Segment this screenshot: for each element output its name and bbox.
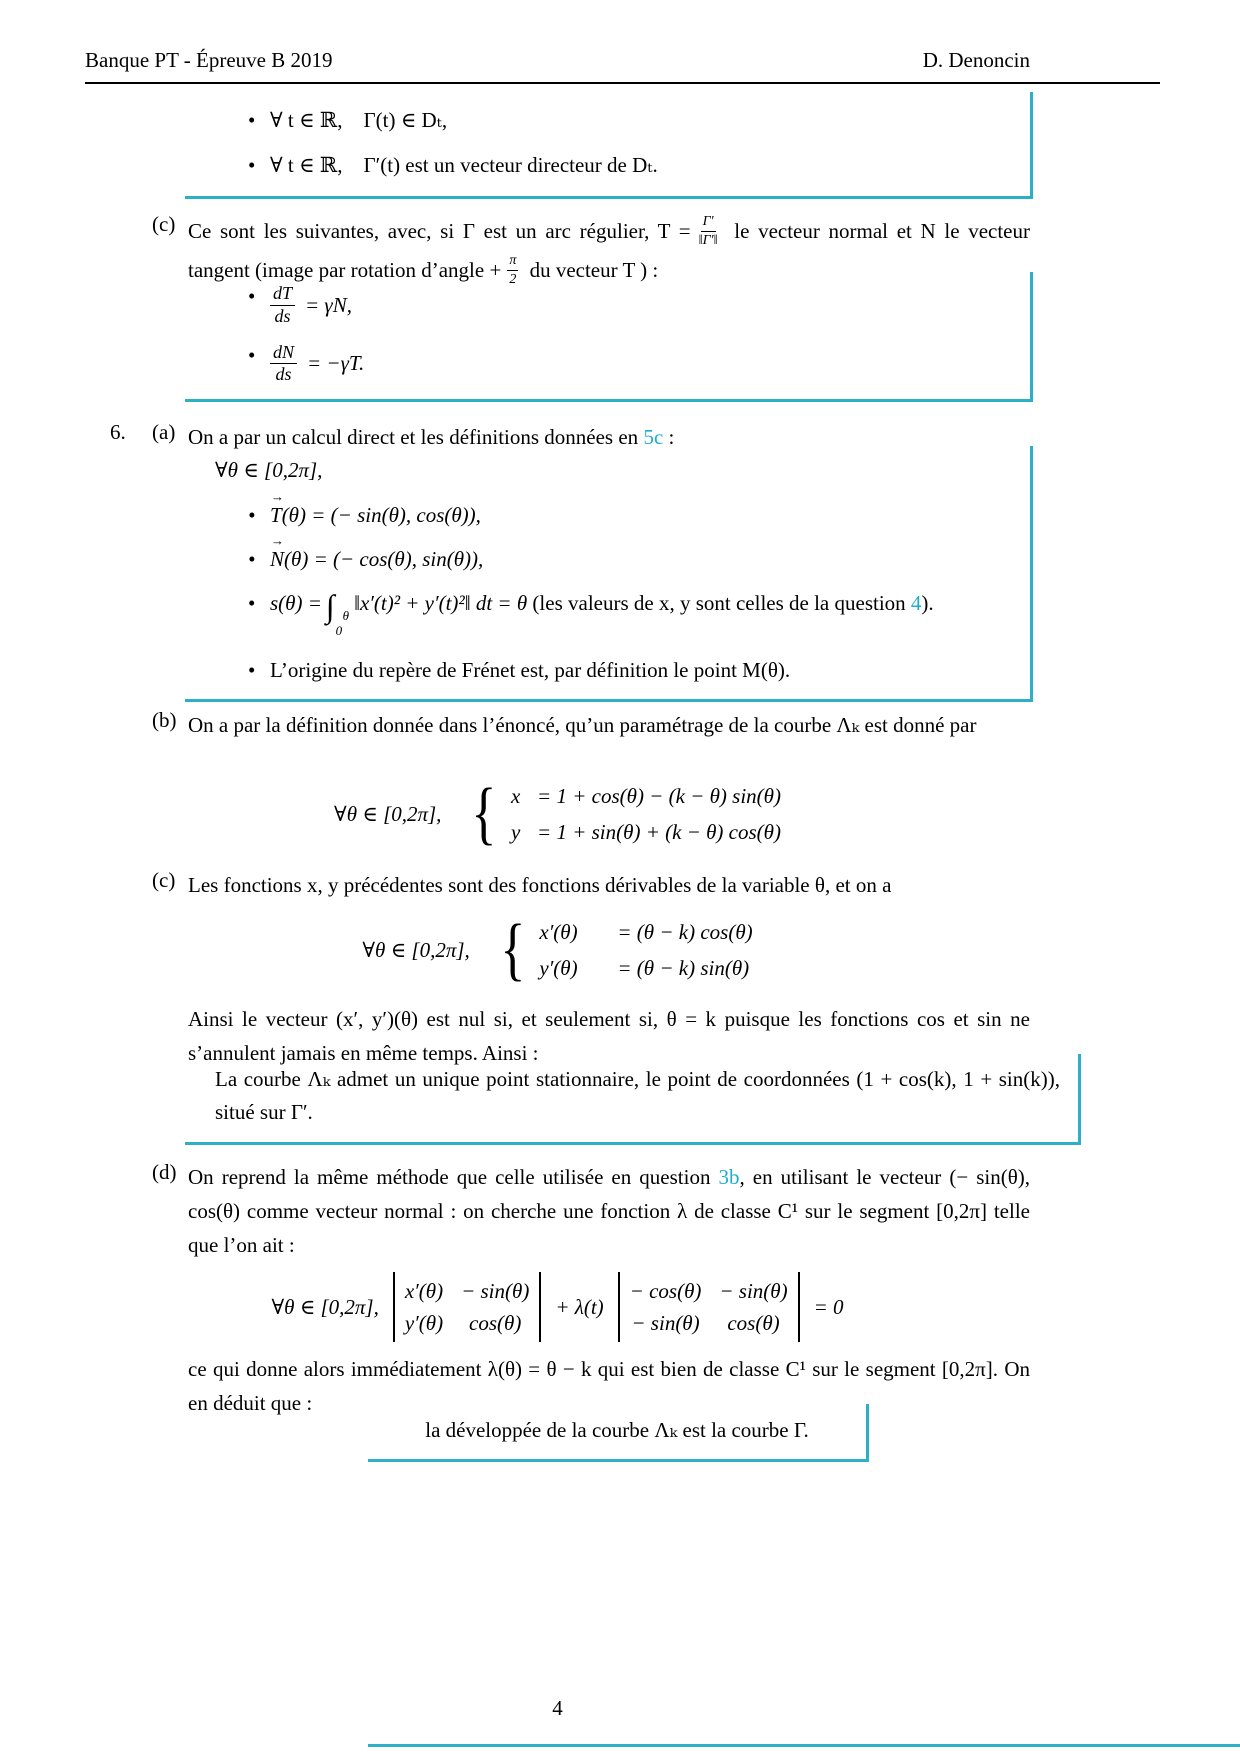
fraction-denominator: ds: [274, 305, 291, 326]
det-cell: − sin(θ): [461, 1279, 530, 1303]
item-c-label: (c): [152, 212, 176, 236]
item-c-text-1: Ce sont les suivantes, avec, si Γ est un arc régulier, T =: [188, 219, 691, 243]
lambda-term: + λ(t): [555, 1294, 604, 1319]
case-rhs: = 1 + sin(θ) + (k − θ) cos(θ): [537, 820, 781, 844]
vector-T-with-arrow-icon: → T: [270, 503, 282, 528]
determinant-equation: [85, 1272, 1030, 1342]
case-rhs: = (θ − k) cos(θ): [617, 920, 753, 944]
question-ref-5c-link[interactable]: 5c: [643, 425, 664, 449]
item-d-text: [188, 1160, 1030, 1262]
equation-rhs: = γN,: [305, 292, 352, 317]
det-cell: − sin(θ): [719, 1279, 788, 1303]
fraction-gamma-prime-norm: [697, 213, 720, 249]
item-6a-text-1: On a par un calcul direct et les définitions données en: [188, 425, 644, 449]
item-c2-text: Les fonctions x, y précédentes sont des fonctions dérivables de la variable θ, et on a: [188, 873, 892, 897]
determinant-1: [393, 1272, 541, 1342]
arc-length-lhs: s(θ) =: [270, 591, 322, 615]
case-row-x-prime: [539, 914, 752, 950]
result-box-frenet-formulas: [185, 272, 1033, 402]
item-d-text-1: On reprend la même méthode que celle utilisée en question: [188, 1165, 719, 1189]
arc-length-note-end: ).: [921, 591, 934, 615]
integral-upper-bound: θ: [342, 608, 350, 623]
determinant-2: [618, 1272, 800, 1342]
item-6a-text-2: :: [663, 425, 675, 449]
tangent-vector-expression: (θ) = (− sin(θ), cos(θ)),: [281, 503, 481, 527]
fraction-numerator: • dN: [270, 343, 297, 365]
det-cell: y′(θ): [404, 1311, 444, 1335]
bullet-dT-ds: [185, 284, 1030, 327]
fraction-numerator: π: [507, 252, 518, 271]
case-lhs: y: [511, 820, 521, 844]
item-c-derivatives: [152, 868, 1030, 902]
conclusion-box-developpee: [368, 1404, 869, 1462]
result-box-frenet-frame: [185, 446, 1033, 702]
footer-rule: [368, 1744, 1240, 1747]
det-cell: − sin(θ): [631, 1311, 700, 1335]
fraction-denominator: ds: [275, 364, 292, 385]
det-cell: cos(θ): [727, 1311, 780, 1335]
item-d-developpee: [152, 1160, 1030, 1262]
result-box-gamma-properties: [185, 92, 1033, 199]
arc-length-note: (les valeurs de x, y sont celles de la question: [532, 591, 911, 615]
paragraph-stationary-point: Ainsi le vecteur (x′, y′)(θ) est nul si, et seulement si, θ = k puisque les fonctions cos et sin ne s’annulent jamais en même temps. Ainsi :: [188, 1007, 1030, 1065]
equation-quantifier: ∀θ ∈ [0,2π],: [362, 937, 470, 962]
equation-quantifier: ∀θ ∈ [0,2π],: [271, 1294, 379, 1319]
fraction-numerator: • dT: [270, 284, 295, 306]
header-rule: [85, 82, 1160, 84]
item-d-text-2: , en utilisant le vecteur (− sin(θ), cos(θ) comme vecteur normal : on cherche une fonction λ de classe C¹ sur le segment [0,2π] telle que l’on ait :: [188, 1165, 1030, 1257]
normal-vector-expression: (θ) = (− cos(θ), sin(θ)),: [284, 547, 484, 571]
equation-quantifier: ∀θ ∈ [0,2π],: [334, 801, 442, 826]
case-lhs: y′(θ): [539, 956, 578, 980]
cases-rows: [511, 778, 781, 850]
bullet-arc-length: [185, 588, 1030, 639]
item-6-number: 6.: [110, 420, 126, 444]
bullet-frenet-origin: • L’origine du repère de Frénet est, par définition le point M(θ).: [185, 658, 1030, 683]
integral-lower-bound: 0: [335, 622, 343, 638]
bullet-dN-ds: [185, 343, 1030, 386]
parametrization-equation: [85, 778, 1030, 850]
case-rhs: = 1 + cos(θ) − (k − θ) sin(θ): [537, 784, 781, 808]
quantifier-line: ∀θ ∈ [0,2π],: [215, 458, 323, 482]
case-lhs: x: [511, 784, 521, 808]
case-row-y: [511, 814, 781, 850]
integral-bounds: [336, 609, 349, 639]
fraction-dT-ds: [270, 284, 295, 327]
item-c-text-3: du vecteur T ) :: [529, 258, 659, 283]
integral-icon: ∫: [325, 588, 335, 624]
stationary-point-statement: La courbe Λₖ admet un unique point stationnaire, le point de coordonnées (1 + cos(k), 1 + sin(k)), situé sur Γ′.: [215, 1067, 1060, 1124]
item-c2-label: (c): [152, 868, 176, 892]
item-b-label: (b): [152, 708, 177, 732]
header-exam-title: Banque PT - Épreuve B 2019: [85, 48, 333, 72]
bullet-gamma-in-dt: • ∀ t ∈ ℝ, Γ(t) ∈ Dₜ,: [185, 108, 1030, 133]
cases-rows: [539, 914, 752, 986]
item-d-label: (d): [152, 1160, 177, 1184]
det-cell: x′(θ): [404, 1279, 444, 1303]
cases-system: [496, 914, 753, 986]
det-cell: − cos(θ): [629, 1279, 702, 1303]
det-cell: cos(θ): [469, 1311, 522, 1335]
paragraph-lambda-conclusion: ce qui donne alors immédiatement λ(θ) = θ − k qui est bien de classe C¹ sur le segment [0,2π]. On en déduit que :: [188, 1357, 1030, 1415]
bullet-normal-vector: [185, 547, 1030, 572]
equation-rhs: = 0: [813, 1294, 844, 1319]
item-c-text-2: le vecteur normal et N le vecteur tangent (image par rotation d’angle +: [188, 219, 1030, 283]
case-row-x: [511, 778, 781, 814]
bullet-gamma-prime-director: • ∀ t ∈ ℝ, Γ′(t) est un vecteur directeur de Dₜ.: [185, 153, 1030, 178]
derivatives-equation: [85, 914, 1030, 986]
fraction-denominator: 2: [509, 271, 517, 287]
fraction-numerator: Γ′: [701, 213, 716, 232]
case-lhs: x′(θ): [539, 920, 578, 944]
fraction-denominator: ‖Γ′‖: [698, 232, 718, 248]
case-row-y-prime: [539, 950, 752, 986]
item-6a-label: (a): [152, 420, 176, 444]
page-number: 4: [552, 1696, 563, 1720]
question-ref-3b-link[interactable]: 3b: [718, 1165, 740, 1189]
result-box-stationary-point: [185, 1054, 1081, 1145]
developpee-statement: la développée de la courbe Λₖ est la courbe Γ.: [425, 1418, 809, 1442]
case-rhs: = (θ − k) sin(θ): [617, 956, 750, 980]
equation-rhs: = −γT.: [307, 351, 365, 376]
vector-N-with-arrow-icon: → N: [270, 547, 284, 572]
fraction-dN-ds: [270, 343, 297, 386]
item-b-text: On a par la définition donnée dans l’énoncé, qu’un paramétrage de la courbe Λₖ est donné par: [188, 713, 977, 737]
header-author: D. Denoncin: [922, 48, 1030, 72]
question-ref-4-link[interactable]: 4: [910, 591, 922, 615]
item-b-parametrization: [152, 708, 1030, 742]
integrand-expression: ‖x′(t)² + y′(t)²‖ dt = θ: [354, 591, 528, 615]
bullet-tangent-vector: [185, 503, 1030, 528]
cases-system: [467, 778, 781, 850]
